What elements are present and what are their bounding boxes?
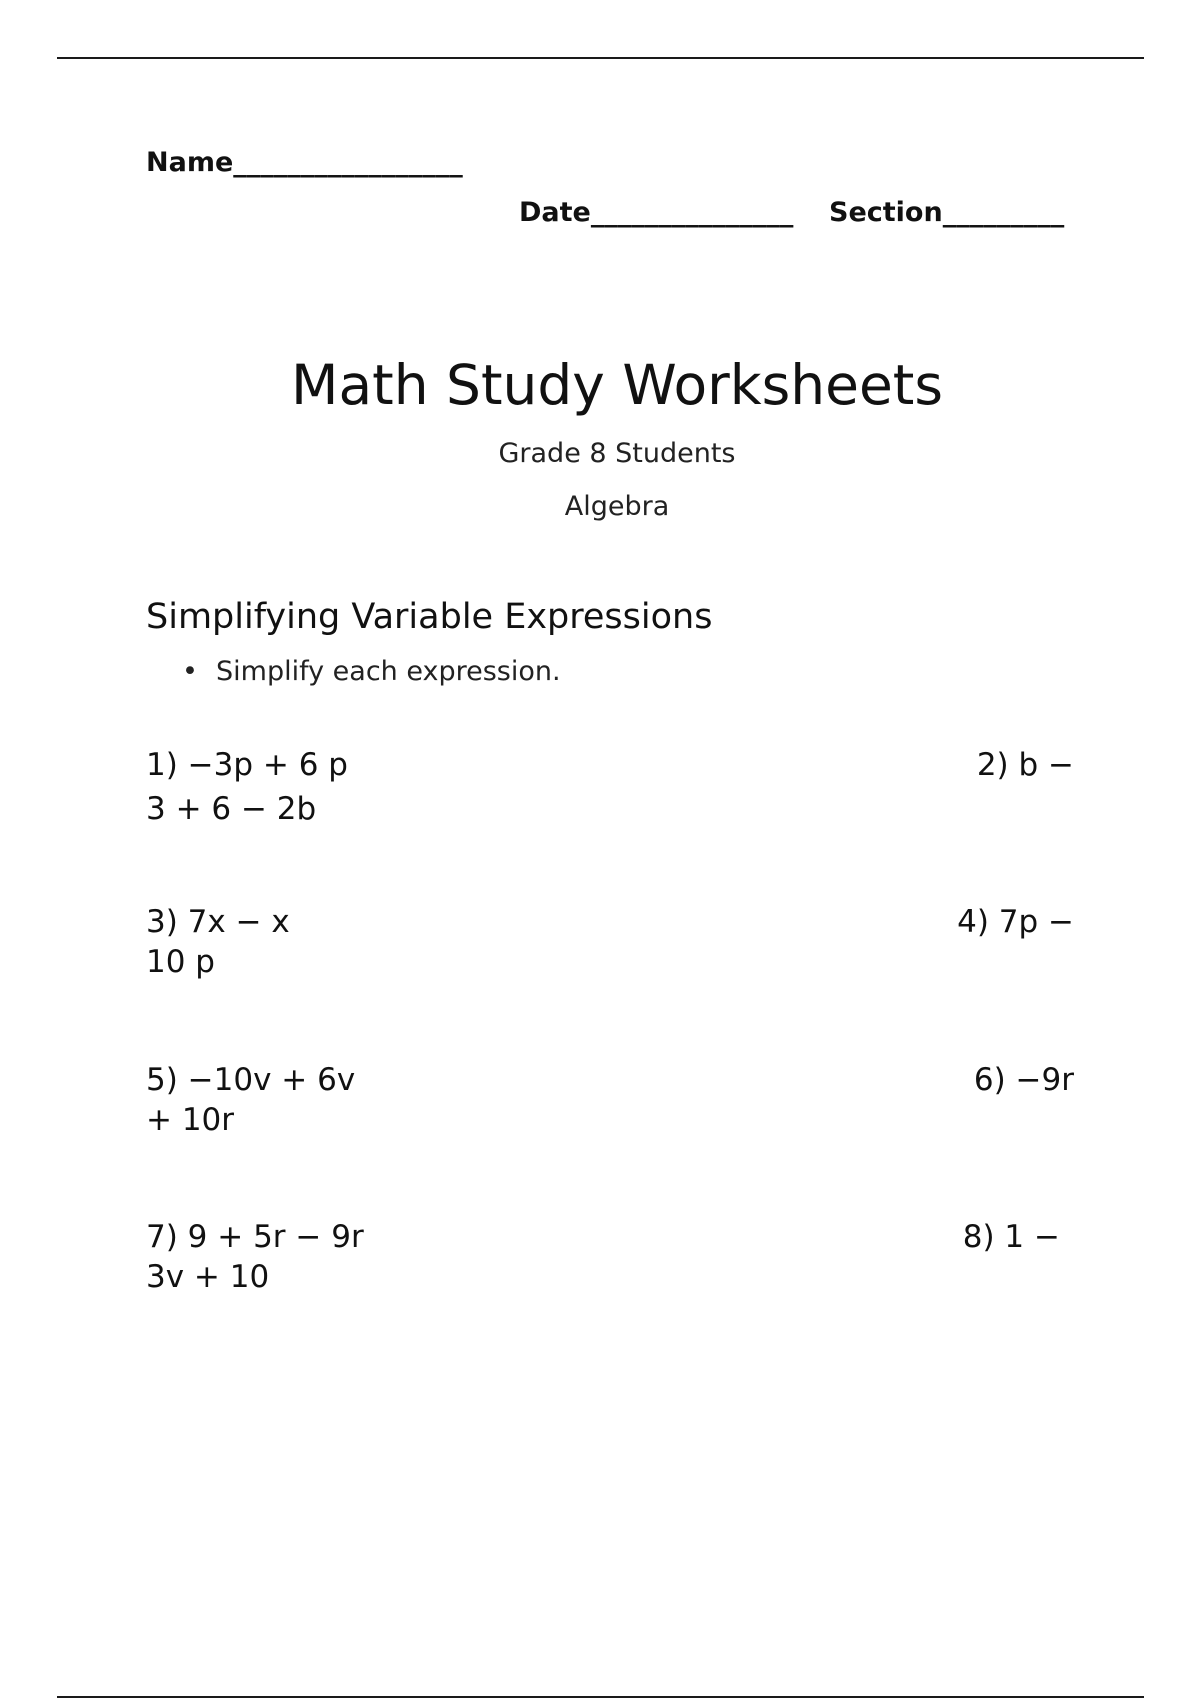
problem-5-line-2: + 10r [146,1102,235,1138]
grade-subtitle: Grade 8 Students [498,438,736,469]
problem-8-line-1: 8) 1 − [962,1219,1060,1255]
section-heading: Simplifying Variable Expressions [146,597,713,637]
problem-1-line-1: 1) −3p + 6 p [146,747,348,783]
instruction-item [184,656,561,688]
section-field: Section_________ [829,197,1065,228]
problem-3 [146,902,290,982]
name-field: Name_________________ [146,147,463,178]
bullet-icon: • [182,656,198,687]
problem-6 [974,1060,1074,1100]
problem-1-line-2: 3 + 6 − 2b [146,791,317,827]
bottom-rule [57,1696,1144,1698]
problem-5 [146,1060,355,1140]
top-rule [57,57,1144,59]
date-field: Date_______________ [519,197,794,228]
problem-6-line-1: 6) −9r [973,1062,1074,1098]
problem-8 [963,1217,1060,1257]
worksheet-title: Math Study Worksheets [290,353,944,417]
problem-3-line-1: 3) 7x − x [146,904,290,940]
subject-subtitle: Algebra [564,491,670,522]
problem-4 [957,902,1074,942]
problem-7-line-2: 3v + 10 [146,1259,270,1295]
problem-4-line-1: 4) 7p − [957,904,1074,940]
instruction-text: Simplify each expression. [216,656,561,687]
problem-7-line-1: 7) 9 + 5r − 9r [146,1219,364,1255]
problem-1 [146,743,348,831]
problem-5-line-1: 5) −10v + 6v [146,1062,356,1098]
problem-2-line-1: 2) b − [976,747,1074,783]
problem-7 [146,1217,364,1297]
problem-3-line-2: 10 p [146,944,215,980]
problem-2 [977,743,1074,787]
